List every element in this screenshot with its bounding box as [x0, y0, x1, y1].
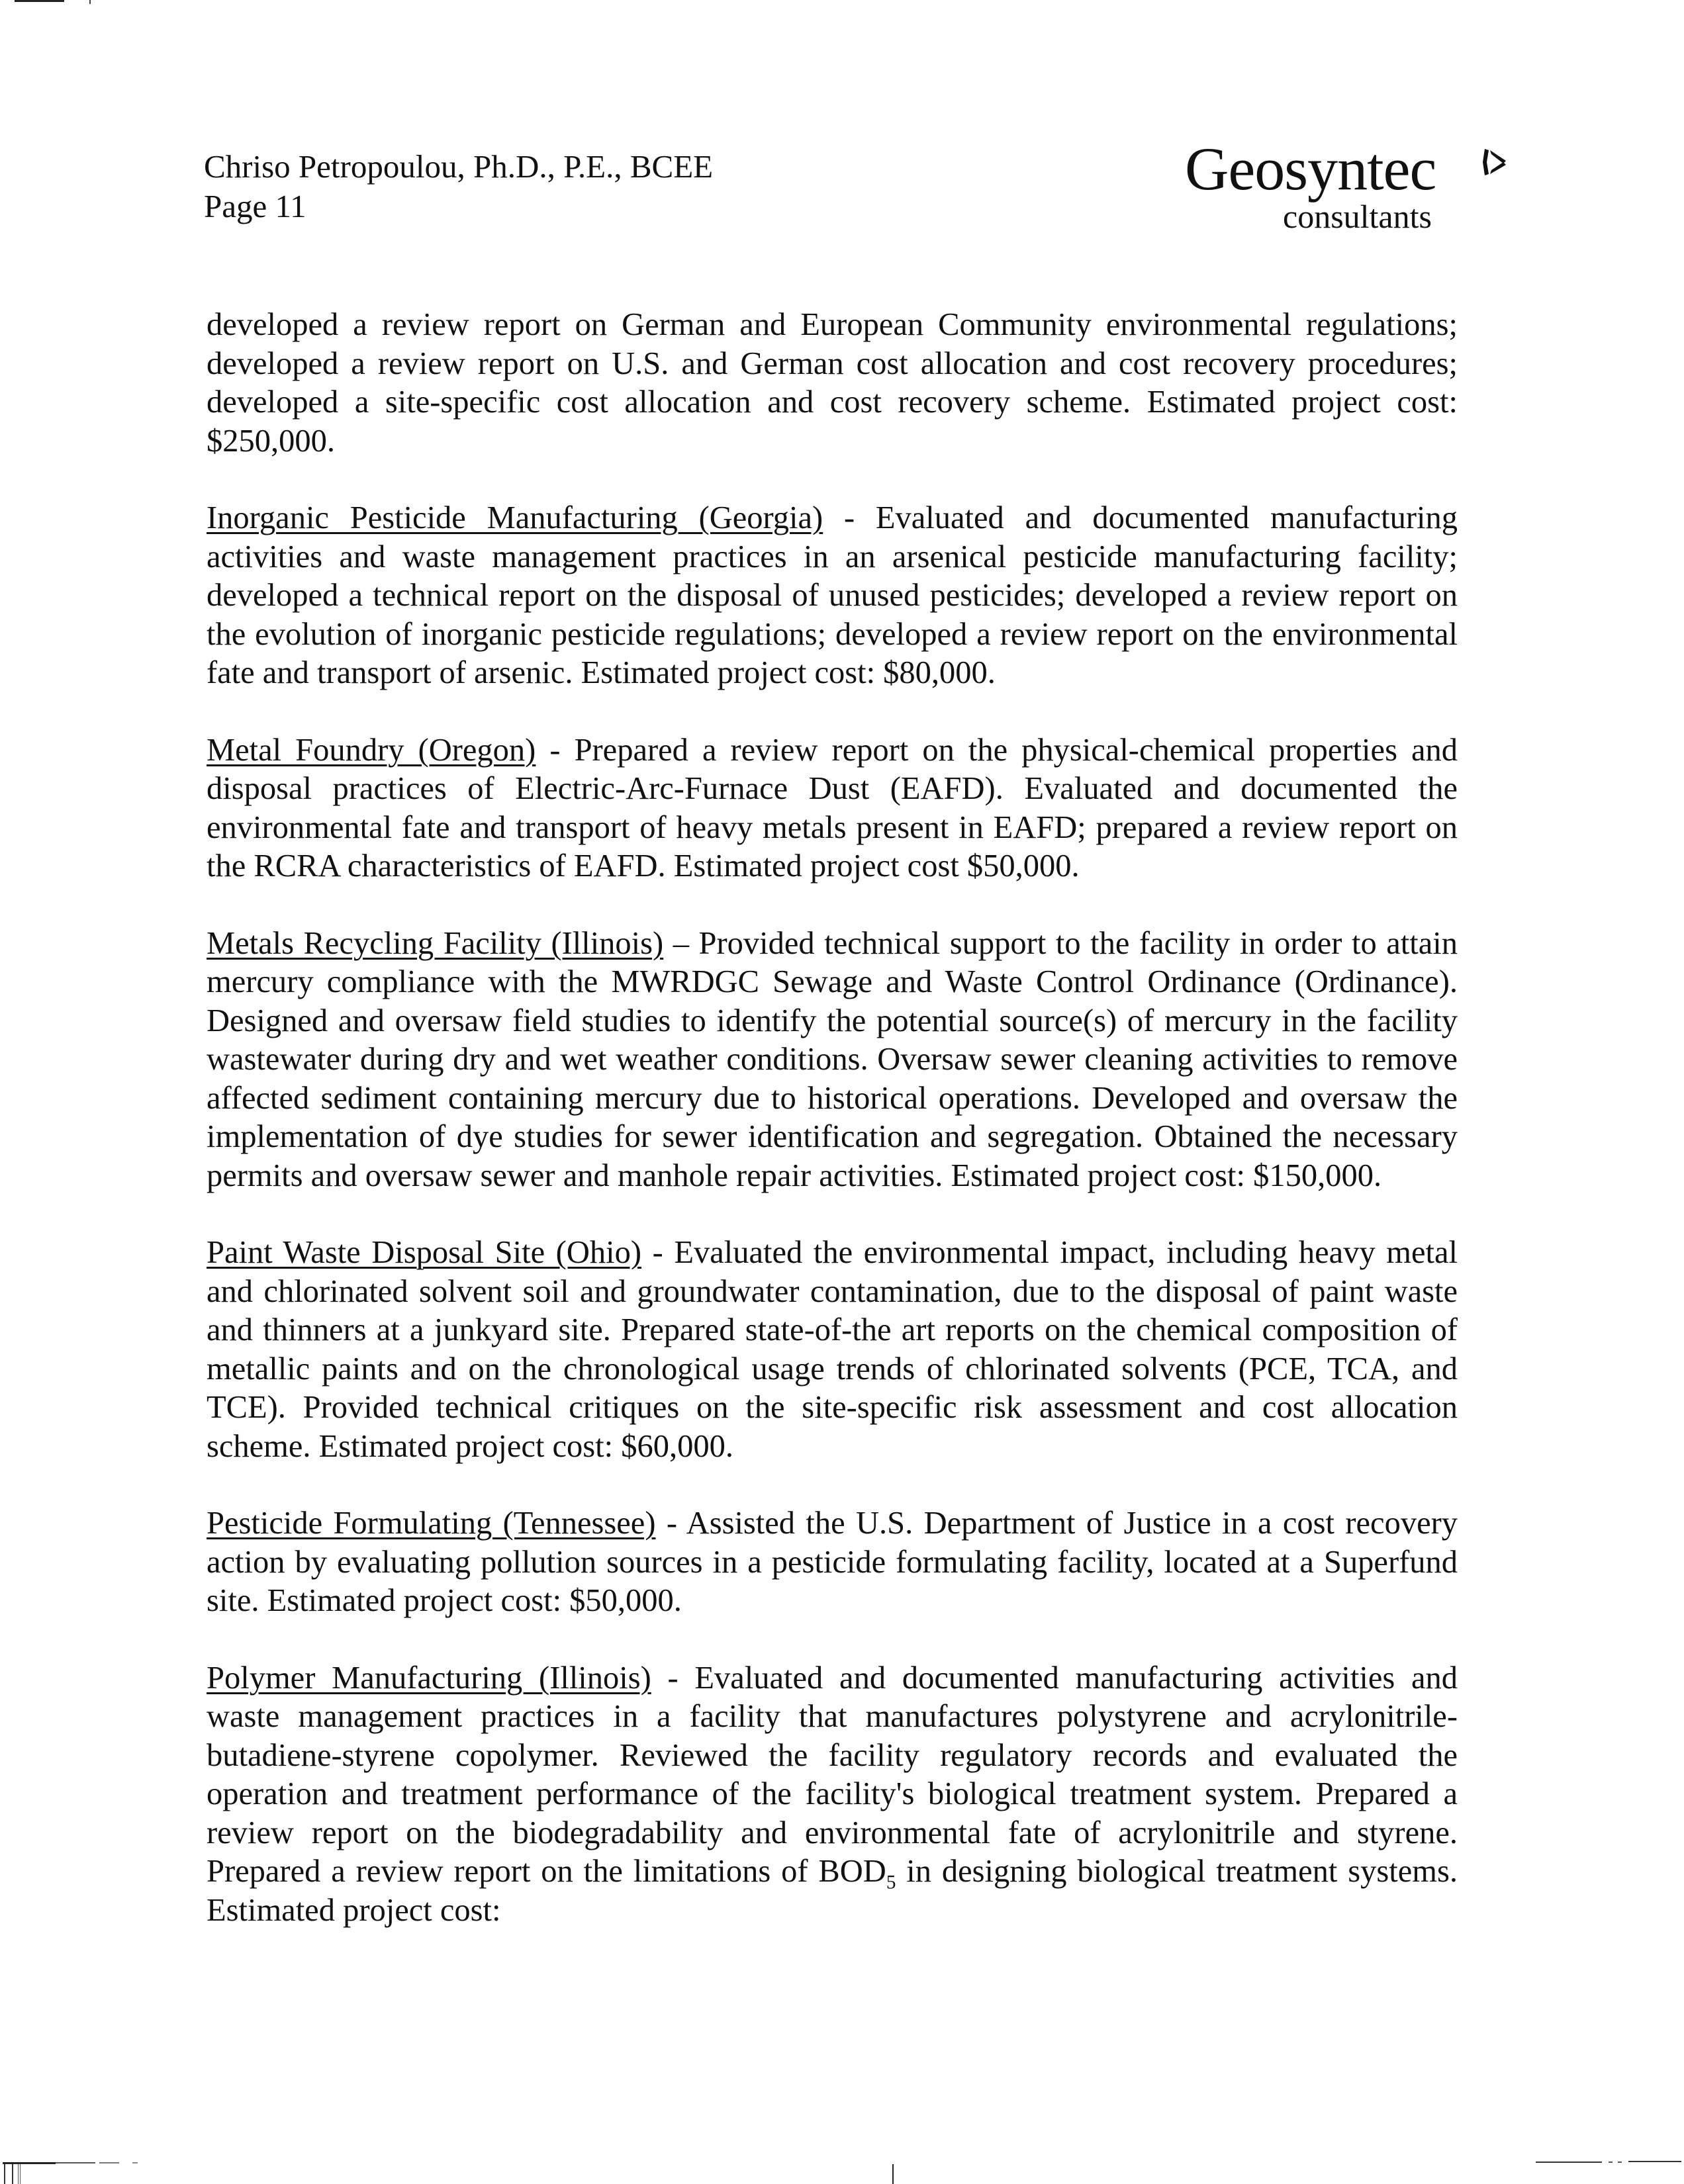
author-name: Chriso Petropoulou, Ph.D., P.E., BCEE [204, 148, 714, 185]
header-author-block [204, 147, 713, 226]
title-separator: - [655, 1506, 686, 1541]
page-number: Page 11 [204, 188, 306, 224]
title-separator: - [651, 1660, 695, 1696]
project-description: Assisted the U.S. Department of Justice in a cost recovery action by evaluating pollution sources in a pesticide formulating facility, located at a Superfund site. Estimated project cost: $50,000. [207, 1506, 1458, 1618]
project-description: Evaluated and documented manufacturing activities and waste management practices in an arsenical pesticide manufacturing facility; developed a technical report on the disposal of unused pesticides; developed a review report on the evolution of inorganic pesticide regulations; developed a review report on the environmental fate and transport of arsenic. Estimated project cost: $80,000. [207, 500, 1458, 690]
scan-artifact-footer-mid [892, 2164, 894, 2184]
project-description: Evaluated and documented manufacturing activities and waste management practices in a facility that manufactures polystyrene and acrylonitrile-butadiene-styrene copolymer. Reviewed the facility regulatory records and evaluated the operation and treatment performance of the facility's biological treatment system. Prepared a review report on the biodegradability and environmental fate of acrylonitrile and styrene. Prepared a review report on the limitations of BOD [207, 1660, 1458, 1889]
logo-subtitle: consultants [1283, 198, 1432, 235]
logo-wordmark: Geosyntec [1185, 135, 1436, 203]
project-paragraph [207, 1504, 1458, 1621]
project-title: Metal Foundry (Oregon) [207, 732, 536, 768]
document-body [207, 306, 1458, 1968]
title-separator: - [823, 500, 876, 535]
project-description-continued: in designing biological treatment systems. Estimated project cost: [207, 1854, 1458, 1928]
company-logo [1185, 136, 1476, 242]
project-paragraph [207, 731, 1458, 886]
triangle-arrow-icon [1481, 148, 1507, 177]
project-description: Provided technical support to the facility in order to attain mercury compliance with the MWRDGC Sewage and Waste Control Ordinance (Ordinance). Designed and oversaw field studies to identify the potential source(s) of mercury in the facility wastewater during dry and wet weather conditions. Oversaw sewer cleaning activities to remove affected sediment containing mercury due to historical operations. Developed and oversaw the implementation of dye studies for sewer identification and segregation. Obtained the necessary permits and oversaw sewer and manhole repair activities. Estimated project cost: $150,000. [207, 925, 1458, 1193]
project-description: Prepared a review report on the physical-chemical properties and disposal practices of Electric-Arc-Furnace Dust (EAFD). Evaluated and documented the environmental fate and transport of heavy metals present in EAFD; prepared a review report on the RCRA characteristics of EAFD. Estimated project cost $50,000. [207, 732, 1458, 884]
title-separator: - [536, 732, 575, 768]
intro-paragraph: developed a review report on German and European Community environmental regulations; developed a review report on U.S. and German cost allocation and cost recovery procedures; developed a site-specific cost allocation and cost recovery scheme. Estimated project cost: $250,000. [207, 307, 1458, 459]
title-separator: - [641, 1235, 675, 1270]
project-title: Paint Waste Disposal Site (Ohio) [207, 1235, 641, 1270]
project-description: Evaluated the environmental impact, including heavy metal and chlorinated solvent soil and groundwater contamination, due to the disposal of paint waste and thinners at a junkyard site. Prepared state-of-the art reports on the chemical composition of metallic paints and on the chronological usage trends of chlorinated solvents (PCE, TCA, and TCE). Provided technical critiques on the site-specific risk assessment and cost allocation scheme. Estimated project cost: $60,000. [207, 1235, 1458, 1464]
project-paragraph [207, 1659, 1458, 1931]
scan-artifact-footer-right [1536, 2161, 1684, 2163]
project-title: Inorganic Pesticide Manufacturing (Georgia) [207, 500, 823, 535]
project-title: Polymer Manufacturing (Illinois) [207, 1660, 651, 1696]
title-separator: – [663, 925, 699, 961]
project-paragraph [207, 499, 1458, 693]
subscript: 5 [886, 1872, 896, 1893]
project-paragraph [207, 925, 1458, 1196]
project-title: Metals Recycling Facility (Illinois) [207, 925, 664, 961]
scan-artifact-footer-left [0, 2162, 278, 2184]
project-title: Pesticide Formulating (Tennessee) [207, 1506, 656, 1541]
project-paragraph [207, 1234, 1458, 1466]
scan-artifact-top [15, 0, 64, 2]
scan-artifact-top-tick [89, 0, 91, 4]
